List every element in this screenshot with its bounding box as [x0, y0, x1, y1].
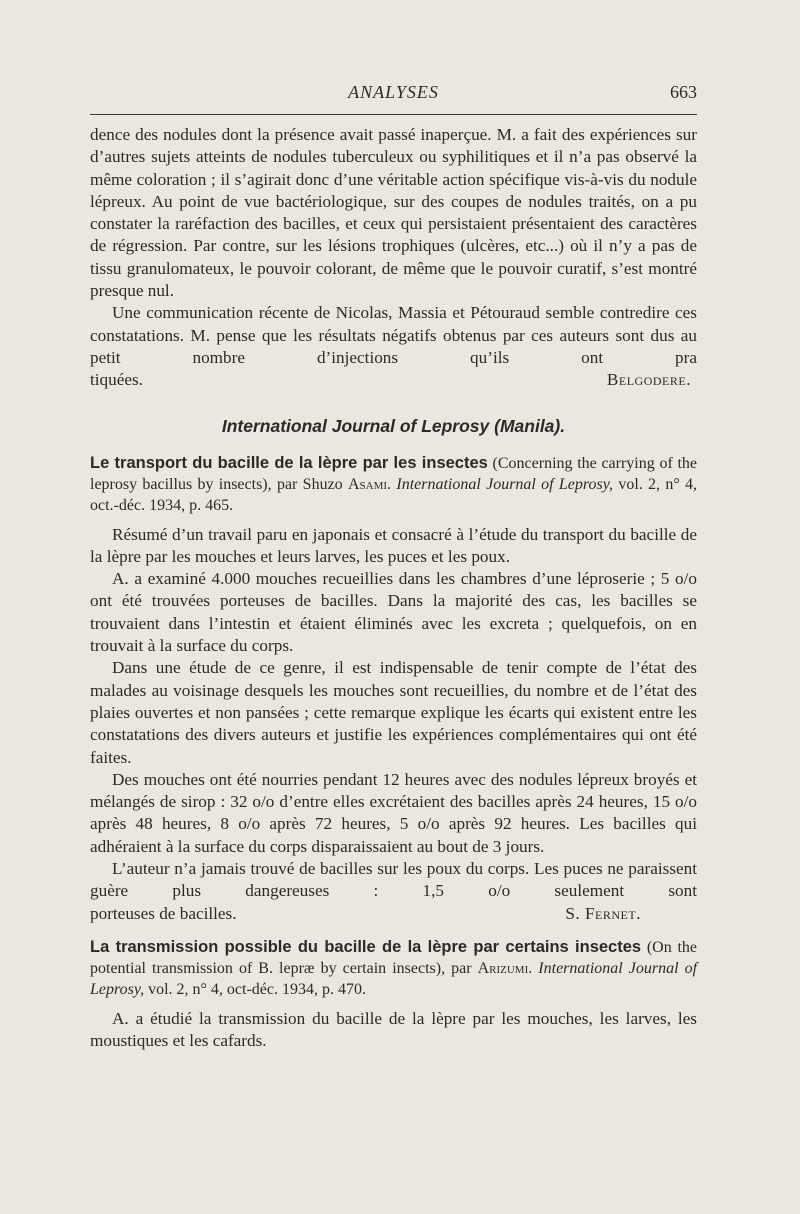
article-1-paragraph: Résumé d’un travail paru en japonais et consacré à l’étude du transport du bacille de la lèpre par les mouches et leurs larves, les puces et les poux. — [90, 524, 697, 566]
article-1-heading — [90, 453, 697, 516]
article-1-paragraph: Des mouches ont été nourries pendant 12 heures avec des nodules lépreux broyés et mélangés de sirop : 32 o/o d’entre elles excrétaient des bacilles après 24 heures, 15 o/o après 48 heures, 8 o/o après 72 heures, 5 o/o après 92 heures. Les bacilles qui adhéraient à la surface du corps disparaissaient au bout de 3 jours. — [90, 769, 697, 856]
article-2-author: Arizumi. — [477, 959, 533, 977]
paragraph-tail: tiquées. — [90, 370, 143, 390]
article-1-paragraph: Dans une étude de ce genre, il est indispensable de tenir compte de l’état des malades au voisinage desquels les mouches sont recueillies, du nombre et de l’état des plaies ouvertes et non pansées ; cette remarque explique les écarts qui existent entre les constatations des divers auteurs et justifie les expériences complémentaires qui ont été faites. — [90, 658, 697, 767]
running-header — [90, 82, 697, 106]
running-title: ANALYSES — [348, 82, 439, 102]
reviewer-signature: S. Fernet. — [565, 903, 641, 923]
continuation-paragraph-2: Une communication récente de Nicolas, Massia et Pétouraud semble contredire ces constatations. M. pense que les résultats négatifs obtenus par ces auteurs sont dus au petit nombre d’injections qu’ils ont pra — [90, 303, 697, 367]
article-1-title: Le transport du bacille de la lèpre par les insectes — [90, 453, 488, 472]
reviewer-signature: Belgodere. — [606, 370, 691, 390]
article-1-body — [90, 524, 697, 925]
article-2 — [90, 937, 697, 1053]
page-body — [90, 124, 697, 1053]
continuation-paragraph: dence des nodules dont la présence avait passé inaperçue. M. a fait des expériences sur d’autres sujets atteints de nodules tuberculeux ou syphilitiques et il n’a pas observé la même coloration ; il s’agirait donc d’une véritable action spécifique vis-à-vis du nodule lépreux. Au point de vue bactériologique, sur des coupes de nodules traités, on a pu constater la raréfaction des bacilles, et ceux qui persistaient présentaient des caractères de régression. Par contre, sur les lésions trophiques (ulcères, etc...) où il n’y a pas de tissu granulomateux, le pouvoir colorant, de même que le pouvoir curatif, s’est montré presque nul. — [90, 125, 697, 301]
article-2-title: La transmission possible du bacille de la lèpre par certains insectes — [90, 937, 642, 956]
signature-line — [90, 903, 697, 925]
article-2-journal: International Journal of Leprosy, — [90, 959, 698, 998]
article-2-paragraph: A. a étudié la transmission du bacille de la lèpre par les mouches, les larves, les moustiques et les cafards. — [90, 1008, 697, 1051]
article-1-reference: vol. 2, n° 4, oct.-déc. 1934, p. 465. — [90, 475, 698, 514]
article-2-subtitle: (On the potential transmission of B. lepræ by certain insects), par — [90, 938, 697, 977]
header-rule — [90, 114, 697, 115]
article-2-reference: vol. 2, n° 4, oct-déc. 1934, p. 470. — [148, 980, 366, 998]
signature-line — [90, 369, 697, 391]
page-number: 663 — [670, 82, 697, 102]
article-1-paragraph: L’auteur n’a jamais trouvé de bacilles sur les poux du corps. Les puces ne paraissent guère plus dangereuses : 1,5 o/o seulement sont — [90, 859, 697, 901]
article-1-paragraph: A. a examiné 4.000 mouches recueillies dans les chambres d’une léproserie ; 5 o/o ont été trouvées porteuses de bacilles. Dans la majorité des cas, les bacilles se trouvaient dans l’intestin et étaient éliminés avec les excreta ; quelquefois, on en trouvait à la surface du corps. — [90, 569, 697, 656]
article-1-subtitle: (Concerning the carrying of the leprosy bacillus by insects), par Shuzo — [90, 454, 698, 493]
journal-heading: International Journal of Leprosy (Manila). — [221, 415, 566, 436]
article-2-heading — [90, 937, 697, 1000]
article-1-journal: International Journal of Leprosy, — [396, 475, 613, 493]
article-1-author: Asami. — [347, 475, 392, 493]
paragraph-tail: porteuses de bacilles. — [90, 903, 237, 923]
